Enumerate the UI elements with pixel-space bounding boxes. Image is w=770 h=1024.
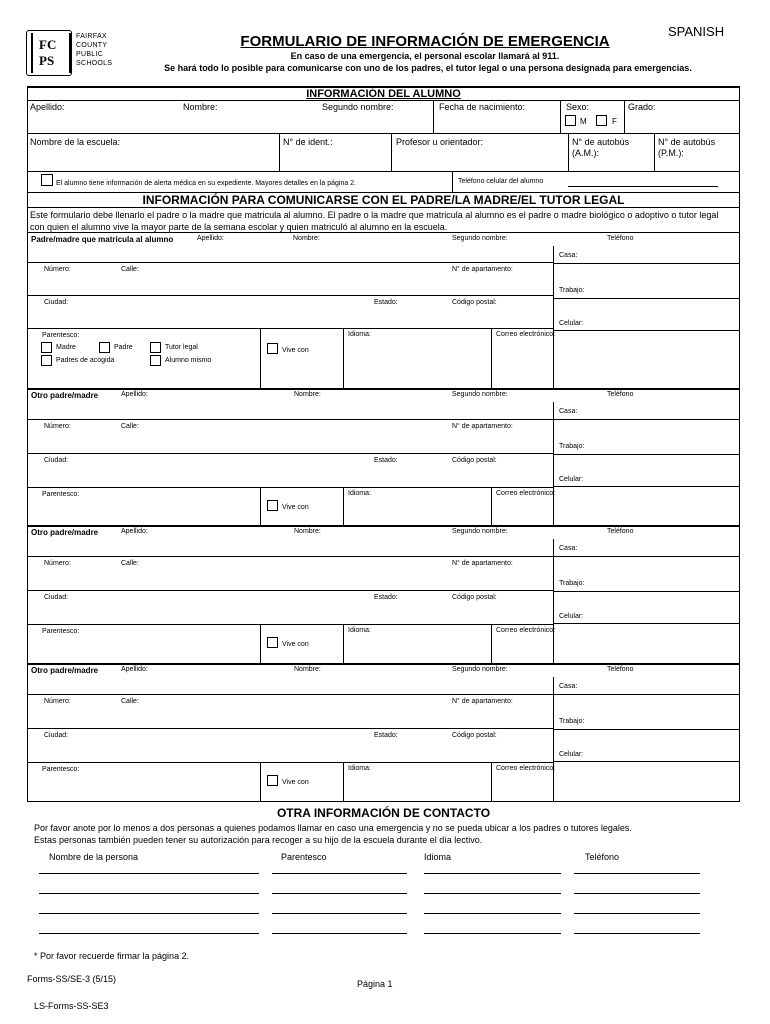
bus-pm-label: N° de autobús (P.M.):: [658, 137, 716, 158]
parent-telefono-label: Teléfono: [607, 666, 634, 673]
lives-with-checkbox[interactable]: [267, 500, 278, 511]
contact-line-r0-c1[interactable]: [272, 873, 407, 874]
address-number-label: Número:: [44, 560, 71, 567]
lives-with-checkbox[interactable]: [267, 343, 278, 354]
address-state-label: Estado:: [374, 594, 398, 601]
language-label: Idioma:: [348, 331, 371, 338]
address-street-label: Calle:: [121, 423, 139, 430]
form-title: FORMULARIO DE INFORMACIÓN DE EMERGENCIA: [240, 33, 610, 50]
address-apt-label: N° de apartamento:: [452, 698, 513, 705]
address-state-label: Estado:: [374, 299, 398, 306]
lives-with-label: Vive con: [282, 779, 309, 786]
sex-f-label: F: [612, 117, 617, 126]
phone-work-label: Trabajo:: [559, 287, 585, 294]
relation-label-3: Padres de acogida: [56, 357, 115, 364]
contact-line-r3-c3[interactable]: [574, 933, 700, 934]
relation-label-4: Alumno mismo: [165, 357, 212, 364]
logo-letters-bottom: PS: [39, 53, 55, 68]
relationship-label: Parentesco:: [42, 491, 80, 498]
subtitle-911: En caso de una emergencia, el personal escolar llamará al 911.: [290, 51, 560, 61]
student-nombre-label: Nombre:: [183, 102, 218, 112]
address-city-label: Ciudad:: [44, 299, 69, 306]
address-street-label: Calle:: [121, 698, 139, 705]
parent-telefono-label: Teléfono: [607, 235, 634, 242]
contact-line-r1-c2[interactable]: [424, 893, 561, 894]
address-street-label: Calle:: [121, 266, 139, 273]
phone-home-label: Casa:: [559, 683, 578, 690]
contact-line-r2-c1[interactable]: [272, 913, 407, 914]
parent-block-heading: Padre/madre que matricula al alumno: [31, 235, 174, 244]
student-fecha-label: Fecha de nacimiento:: [439, 102, 526, 112]
contact-line-r0-c3[interactable]: [574, 873, 700, 874]
phone-cell-label: Celular:: [559, 751, 584, 758]
relation-checkbox-4[interactable]: [150, 355, 161, 366]
lives-with-label: Vive con: [282, 504, 309, 511]
lives-with-checkbox[interactable]: [267, 637, 278, 648]
parent-block-heading: Otro padre/madre: [31, 666, 99, 675]
parent-nombre-label: Nombre:: [294, 528, 321, 535]
relation-checkbox-0[interactable]: [41, 342, 52, 353]
phone-home-label: Casa:: [559, 408, 578, 415]
student-section-title: INFORMACIÓN DEL ALUMNO: [306, 88, 461, 100]
address-state-label: Estado:: [374, 732, 398, 739]
parent-nombre-label: Nombre:: [294, 666, 321, 673]
email-label: Correo electrónico:: [496, 331, 556, 338]
lives-with-label: Vive con: [282, 347, 309, 354]
medical-alert-checkbox[interactable]: [41, 174, 53, 186]
email-label: Correo electrónico:: [496, 765, 556, 772]
address-zip-label: Código postal:: [452, 594, 497, 601]
relationship-label: Parentesco:: [42, 332, 80, 339]
sex-f-checkbox[interactable]: [596, 115, 607, 126]
address-number-label: Número:: [44, 423, 71, 430]
other-contact-title: OTRA INFORMACIÓN DE CONTACTO: [276, 806, 491, 820]
address-street-label: Calle:: [121, 560, 139, 567]
language-tag: SPANISH: [668, 24, 725, 39]
lives-with-label: Vive con: [282, 641, 309, 648]
col-phone: Teléfono: [585, 852, 620, 862]
relation-label-2: Tutor legal: [165, 344, 198, 351]
phone-cell-label: Celular:: [559, 613, 584, 620]
phone-cell-label: Celular:: [559, 476, 584, 483]
contact-line-r2-c0[interactable]: [39, 913, 259, 914]
student-cell-label: Teléfono celular del alumno: [458, 178, 544, 185]
parent-block-heading: Otro padre/madre: [31, 528, 99, 537]
email-label: Correo electrónico:: [496, 627, 556, 634]
relationship-label: Parentesco:: [42, 766, 80, 773]
address-zip-label: Código postal:: [452, 299, 497, 306]
other-contact-line1: Por favor anote por lo menos a dos personas a quienes podamos llamar en caso una emergencia y no se pueda ubicar a los padres o tutores legales.: [34, 823, 632, 833]
parent-apellido-label: Apellido:: [121, 391, 148, 398]
student-apellido-label: Apellido:: [30, 102, 65, 112]
parent-apellido-label: Apellido:: [121, 666, 148, 673]
contact-line-r0-c2[interactable]: [424, 873, 561, 874]
relation-label-0: Madre: [56, 344, 76, 351]
language-label: Idioma:: [348, 765, 371, 772]
address-number-label: Número:: [44, 698, 71, 705]
relation-checkbox-1[interactable]: [99, 342, 110, 353]
email-label: Correo electrónico:: [496, 490, 556, 497]
medical-alert-label: El alumno tiene información de alerta médica en su expediente. Mayores detalles en la página 2.: [56, 180, 357, 187]
phone-home-label: Casa:: [559, 545, 578, 552]
parent-nombre-label: Nombre:: [293, 235, 320, 242]
address-apt-label: N° de apartamento:: [452, 560, 513, 567]
parent-segundo-label: Segundo nombre:: [452, 528, 508, 535]
contact-line-r3-c1[interactable]: [272, 933, 407, 934]
address-zip-label: Código postal:: [452, 732, 497, 739]
parent-apellido-label: Apellido:: [121, 528, 148, 535]
contact-line-r1-c0[interactable]: [39, 893, 259, 894]
logo-letters-top: FC: [39, 37, 57, 52]
contact-line-r3-c0[interactable]: [39, 933, 259, 934]
phone-home-label: Casa:: [559, 252, 578, 259]
bus-am-label: N° de autobús (A.M.):: [572, 137, 630, 158]
lives-with-checkbox[interactable]: [267, 775, 278, 786]
logo-emblem: [26, 30, 72, 76]
parent-telefono-label: Teléfono: [607, 391, 634, 398]
parent-section-title: INFORMACIÓN PARA COMUNICARSE CON EL PADRE/LA MADRE/EL TUTOR LEGAL: [142, 193, 625, 207]
other-contact-line2: Estas personas también pueden tener su autorización para recoger a su hijo de la escuela durante el día lectivo.: [34, 835, 483, 845]
col-person-name: Nombre de la persona: [49, 852, 139, 862]
ls-form-id: LS-Forms-SS-SE3: [34, 1001, 109, 1011]
subtitle-contact: Se hará todo lo posible para comunicarse con uno de los padres, el tutor legal o una persona designada para emergencias.: [164, 63, 692, 73]
language-label: Idioma:: [348, 490, 371, 497]
school-name-label: Nombre de la escuela:: [30, 137, 121, 147]
parent-block-heading: Otro padre/madre: [31, 391, 99, 400]
parent-segundo-label: Segundo nombre:: [452, 235, 508, 242]
student-cell-input[interactable]: [568, 186, 718, 187]
sex-m-checkbox[interactable]: [565, 115, 576, 126]
parent-telefono-label: Teléfono: [607, 528, 634, 535]
page-number: Página 1: [357, 979, 393, 989]
form-id: Forms-SS/SE-3 (5/15): [27, 974, 117, 984]
contact-line-r0-c0[interactable]: [39, 873, 259, 874]
phone-cell-label: Celular:: [559, 320, 584, 327]
teacher-label: Profesor u orientador:: [396, 137, 484, 147]
address-apt-label: N° de apartamento:: [452, 423, 513, 430]
sign-reminder: * Por favor recuerde firmar la página 2.: [34, 951, 190, 961]
relation-checkbox-3[interactable]: [41, 355, 52, 366]
phone-work-label: Trabajo:: [559, 443, 585, 450]
parent-apellido-label: Apellido:: [197, 235, 224, 242]
sex-m-label: M: [580, 117, 587, 126]
contact-line-r3-c2[interactable]: [424, 933, 561, 934]
contact-line-r1-c1[interactable]: [272, 893, 407, 894]
student-id-label: N° de ident.:: [283, 137, 333, 147]
address-city-label: Ciudad:: [44, 594, 69, 601]
phone-work-label: Trabajo:: [559, 718, 585, 725]
col-relationship: Parentesco: [281, 852, 327, 862]
relationship-label: Parentesco:: [42, 628, 80, 635]
fcps-logo: [26, 30, 118, 76]
address-zip-label: Código postal:: [452, 457, 497, 464]
address-state-label: Estado:: [374, 457, 398, 464]
relation-label-1: Padre: [114, 344, 133, 351]
parent-segundo-label: Segundo nombre:: [452, 666, 508, 673]
relation-checkbox-2[interactable]: [150, 342, 161, 353]
logo-wordmark: FAIRFAX COUNTY PUBLIC SCHOOLS: [76, 33, 113, 67]
phone-work-label: Trabajo:: [559, 580, 585, 587]
contact-line-r2-c3[interactable]: [574, 913, 700, 914]
parent-section-intro: Este formulario debe llenarlo el padre o la madre que matricula al alumno. El padre o la madre que matricula al alumno es el padre o madre biológico o adoptivo o tutor legal con quien el alumno vive la mayor parte de la semana escolar y quien matriculó al alumno en la escuela.: [30, 210, 719, 232]
address-city-label: Ciudad:: [44, 732, 69, 739]
student-grado-label: Grado:: [628, 102, 656, 112]
address-number-label: Número:: [44, 266, 71, 273]
col-language: Idioma: [424, 852, 452, 862]
contact-line-r1-c3[interactable]: [574, 893, 700, 894]
language-label: Idioma:: [348, 627, 371, 634]
student-segundo-label: Segundo nombre:: [322, 102, 394, 112]
parent-nombre-label: Nombre:: [294, 391, 321, 398]
address-city-label: Ciudad:: [44, 457, 69, 464]
address-apt-label: N° de apartamento:: [452, 266, 513, 273]
student-sexo-label: Sexo:: [566, 102, 590, 112]
contact-line-r2-c2[interactable]: [424, 913, 561, 914]
parent-segundo-label: Segundo nombre:: [452, 391, 508, 398]
